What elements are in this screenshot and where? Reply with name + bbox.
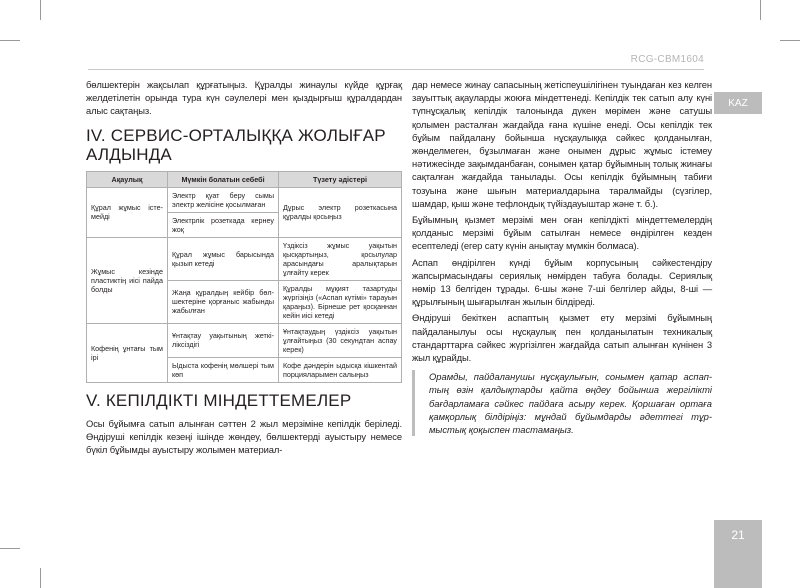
table-row [87, 187, 402, 212]
right-column [412, 78, 712, 436]
table-row [87, 237, 402, 280]
page-number: 21 [714, 520, 762, 588]
section-title-service: IV. СЕРВИС-ОРТАЛЫҚҚА ЖОЛЫҒАР АЛДЫНДА [86, 125, 386, 164]
intro-paragraph: бөлшектерін жақсылап құрғатыңыз. Құралды жинаулы күйде құрғақ желдетілетін орында тура күн сәулелері мен қыздырғыш құралдардан алыс сақтаңыз. [86, 79, 402, 117]
cause-cell: Құрал жұмыс барысында қызып кетеді [168, 237, 279, 280]
header-problem: Ақаулық [87, 171, 168, 187]
header-cause: Мүмкін болатын себебі [168, 171, 279, 187]
problem-cell: Кофенің ұнтағы тым ірі [87, 323, 168, 382]
table-header-row [87, 171, 402, 187]
recycling-note: Орамды, пайдаланушы нұсқаулығын, сонымен қатар аспаптың өзін қалдықтарды қайта өңдеу бойынша жергілікті бағдарламаға сәйкес пайдаға асыру керек. Қоршаған ортаға қамқорлық білдіріңіз: мұндай бұйымдарды әдеттегі тұрмыстық қоқыспен тастамаңыз. [412, 370, 712, 436]
warranty-paragraph: Осы бұйымға сатып алынған сәттен 2 жыл мерзіміне кепілдік беріледі. Өндіруші кепілдік кезеңі ішінде жөндеу, бөлшектерді ауыстыру немесе бүкіл бұйымды ауыстыру жолымен материал- [86, 417, 402, 456]
section-title-warranty: V. КЕПІЛДІКТІ МІНДЕТТЕМЕЛЕР [86, 390, 352, 410]
problem-cell: Құрал жұмыс істемейді [87, 187, 168, 237]
warranty-paragraph: дар немесе жинау сапасының жетіспеушілігінен туындаған кез келген зауыттық ақауларды жоюға міндеттенеді. Кепілдік тек сатып алу күні түпнұсқалық кепілдік талонында дүкен мөрімен және сатушы қолымен расталған жағдайда ғана күшіне енеді. Осы кепілдік тек бұйым пайдалану бойынша нұсқаулыққа сәйкес қолданылған, жөнделмеген, бұзылмаған және онымен дұрыс жұмыс істемеу нәтижесінде зақымданбаған, сонымен қатар бұйымның толық жинағы сақталған жағдайда танылады. Осы кепілдік бұйымның табиғи тозуына және шығын материалдарына таралмайды (сүзгілер, шамдар, қыш және тефлондық түйіздауыштар және т. б.). [412, 79, 712, 209]
crop-mark [780, 40, 800, 41]
crop-mark [0, 548, 20, 549]
crop-mark [0, 40, 20, 41]
cause-cell: Электр қуат беру сымы электр желісіне қосылмаған [168, 187, 279, 212]
fix-cell: Ұнтақтаудың үздіксіз уақытын ұлғайтыңыз (30 секундтан аспау керек) [279, 323, 402, 357]
cause-cell: Жаңа құралдың кейбір бөлшектеріне қорғаныс жабынды жабылған [168, 280, 279, 323]
language-tab: KAZ [714, 92, 762, 114]
lifetime-paragraph: Өндіруші бекіткен аспаптың қызмет ету мерзімі бұйымның пайдаланылуы осы нұсқаулық пен қолданылатын техникалық стандарттарға сәйкес жүргізілген жағдайда сатып алынған күнінен 3 жыл құрайды. [412, 312, 712, 364]
crop-mark [40, 0, 41, 20]
cause-cell: Электрлік розеткада кернеу жоқ [168, 212, 279, 237]
table-row [87, 323, 402, 357]
fix-cell: Дұрыс электр розеткасына құралды қосыңыз [279, 187, 402, 237]
header-fix: Түзету әдістері [279, 171, 402, 187]
problem-cell: Жұмыс кезінде пластиктің иісі пайда болды [87, 237, 168, 323]
serial-number-paragraph: Аспап өндірілген күнді бұйым корпусының сәйкестендіру жапсырмасындағы сериялық нөмірден табуға болады. Сериялық нөмір 13 белгіден тұрады. 6-шы және 7-ші белгілер айды, 8-ші — құрылғының шығарылған жылын білдіреді. [412, 256, 712, 308]
service-life-paragraph: Бұйымның қызмет мерзімі мен оған кепілдікті міндеттемелердің қолданыс мерзімі бұйым сатылған немесе өндірілген кезден есептеледі (егер сату күнін анықтау мүмкін болмаса). [412, 214, 712, 252]
crop-mark [40, 568, 41, 588]
crop-mark [760, 0, 761, 20]
left-column [86, 78, 402, 459]
cause-cell: Ыдыста кофенің мөлшері тым көп [168, 357, 279, 382]
cause-cell: Ұнтақтау уақытының жеткіліксіздігі [168, 323, 279, 357]
troubleshooting-table [86, 171, 402, 383]
fix-cell: Үздіксіз жұмыс уақытын қысқартыңыз, қосылулар арасындағы аралықтарын ұлғайту керек [279, 237, 402, 280]
model-code: RCG-CBM1604 [630, 54, 704, 65]
header-rule [88, 69, 704, 70]
fix-cell: Кофе дәндерін ыдысқа кішкентай порцияларымен салыңыз [279, 357, 402, 382]
fix-cell: Құралды мұқият тазартуды жүргізіңіз («Аспап күтімі» тарауын қараңыз). Бірнеше рет қосқаннан кейін иісі кетеді [279, 280, 402, 323]
